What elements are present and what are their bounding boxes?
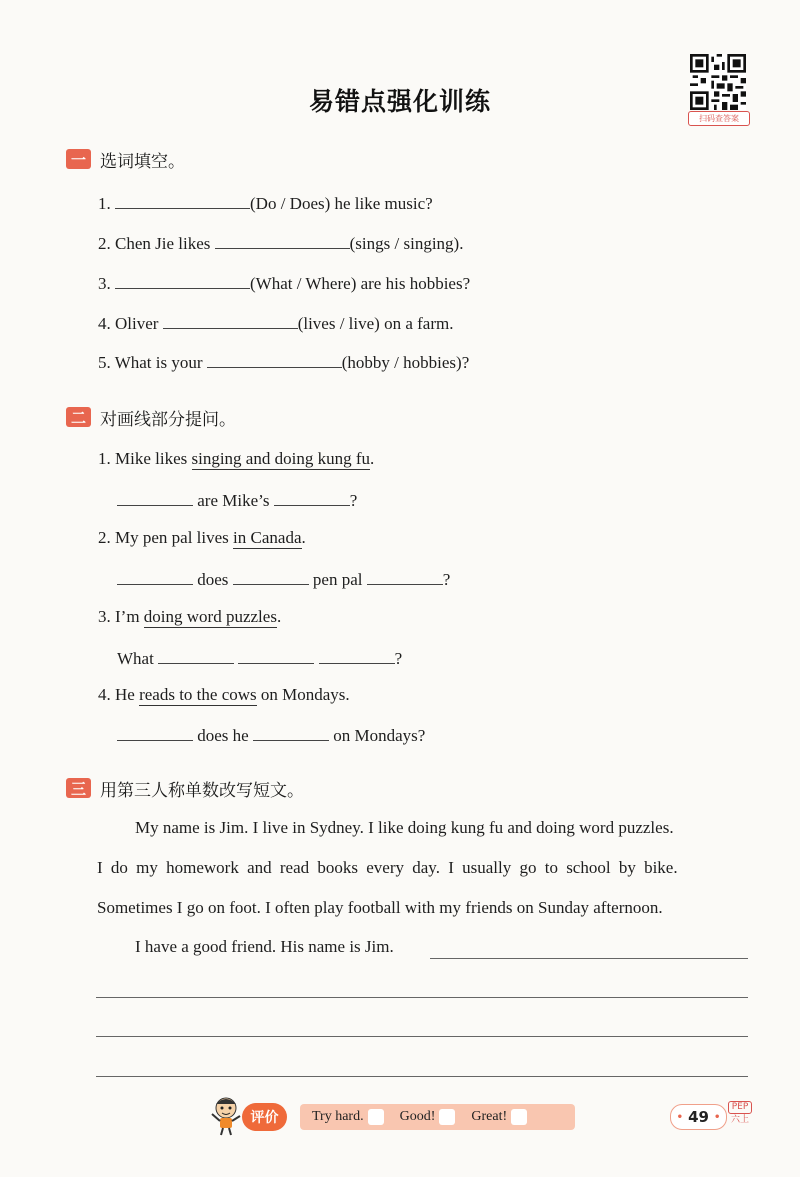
question-1-1: 1. (Do / Does) he like music? [98, 190, 433, 216]
passage-line-4: I have a good friend. His name is Jim. [135, 937, 394, 956]
answer-blank[interactable] [115, 190, 250, 209]
answer-2-1: are Mike’s ? [117, 487, 357, 513]
question-1-5: 5. What is your (hobby / hobbies)? [98, 349, 469, 375]
page-title: 易错点强化训练 [308, 87, 491, 116]
evaluation-bar [300, 1104, 575, 1130]
answer-blank[interactable] [117, 487, 193, 506]
writing-line[interactable] [96, 1076, 748, 1077]
answer-blank[interactable] [367, 566, 443, 585]
section-header-2 [66, 404, 236, 430]
evaluation-label: 评价 [242, 1103, 287, 1131]
writing-line[interactable] [430, 958, 748, 959]
page-number: • 49 • [670, 1104, 727, 1130]
edition-badge: PEP 六上 [728, 1101, 752, 1126]
question-1-4: 4. Oliver (lives / live) on a farm. [98, 310, 453, 336]
writing-line[interactable] [96, 1036, 748, 1037]
writing-line[interactable] [96, 997, 748, 998]
question-1-3: 3. (What / Where) are his hobbies? [98, 270, 470, 296]
underlined-phrase: reads to the cows [139, 685, 257, 704]
passage-line-3: Sometimes I go on foot. I often play football with my friends on Sunday afternoon. [97, 898, 663, 917]
qr-caption: 扫码查答案 [688, 111, 750, 126]
underlined-phrase: in Canada [233, 528, 302, 547]
answer-blank[interactable] [115, 270, 250, 289]
underlined-phrase: doing word puzzles [143, 607, 277, 626]
question-2-3: 3. I’m doing word puzzles. [98, 607, 282, 626]
section-badge: 二 [66, 407, 91, 427]
underlined-phrase: singing and doing kung fu [191, 449, 370, 468]
answer-blank[interactable] [117, 566, 193, 585]
answer-blank[interactable] [253, 722, 329, 741]
eval-checkbox[interactable] [368, 1109, 384, 1125]
qr-code-icon[interactable] [690, 54, 746, 110]
answer-blank[interactable] [233, 566, 309, 585]
question-2-2: 2. My pen pal lives in Canada. [98, 528, 306, 547]
eval-option-great[interactable]: Great! [471, 1109, 527, 1125]
section-badge: 一 [66, 149, 91, 169]
answer-2-3: What ? [117, 645, 402, 671]
passage-line-2: I do my homework and read books every day. I usually go to school by bike. [97, 858, 678, 877]
passage-line-1: My name is Jim. I live in Sydney. I like doing kung fu and doing word puzzles. [135, 818, 674, 837]
answer-blank[interactable] [238, 645, 314, 664]
eval-option-try-hard[interactable]: Try hard. [312, 1109, 384, 1125]
section-title: 用第三人称单数改写短文。 [100, 780, 304, 801]
answer-blank[interactable] [117, 722, 193, 741]
answer-blank[interactable] [215, 230, 350, 249]
answer-blank[interactable] [207, 349, 342, 368]
section-header-1 [66, 146, 185, 172]
eval-checkbox[interactable] [439, 1109, 455, 1125]
answer-2-4: does he on Mondays? [117, 722, 425, 748]
section-header-3 [66, 775, 304, 801]
question-2-1: 1. Mike likes singing and doing kung fu. [98, 449, 375, 468]
answer-blank[interactable] [158, 645, 234, 664]
answer-2-2: does pen pal ? [117, 566, 450, 592]
question-2-4: 4. He reads to the cows on Mondays. [98, 685, 350, 704]
eval-checkbox[interactable] [511, 1109, 527, 1125]
section-badge: 三 [66, 778, 91, 798]
eval-option-good[interactable]: Good! [400, 1109, 456, 1125]
question-1-2: 2. Chen Jie likes (sings / singing). [98, 230, 463, 256]
mascot-icon [208, 1094, 244, 1136]
answer-blank[interactable] [163, 310, 298, 329]
section-title: 选词填空。 [100, 151, 185, 172]
answer-blank[interactable] [274, 487, 350, 506]
answer-blank[interactable] [319, 645, 395, 664]
section-title: 对画线部分提问。 [100, 409, 236, 430]
